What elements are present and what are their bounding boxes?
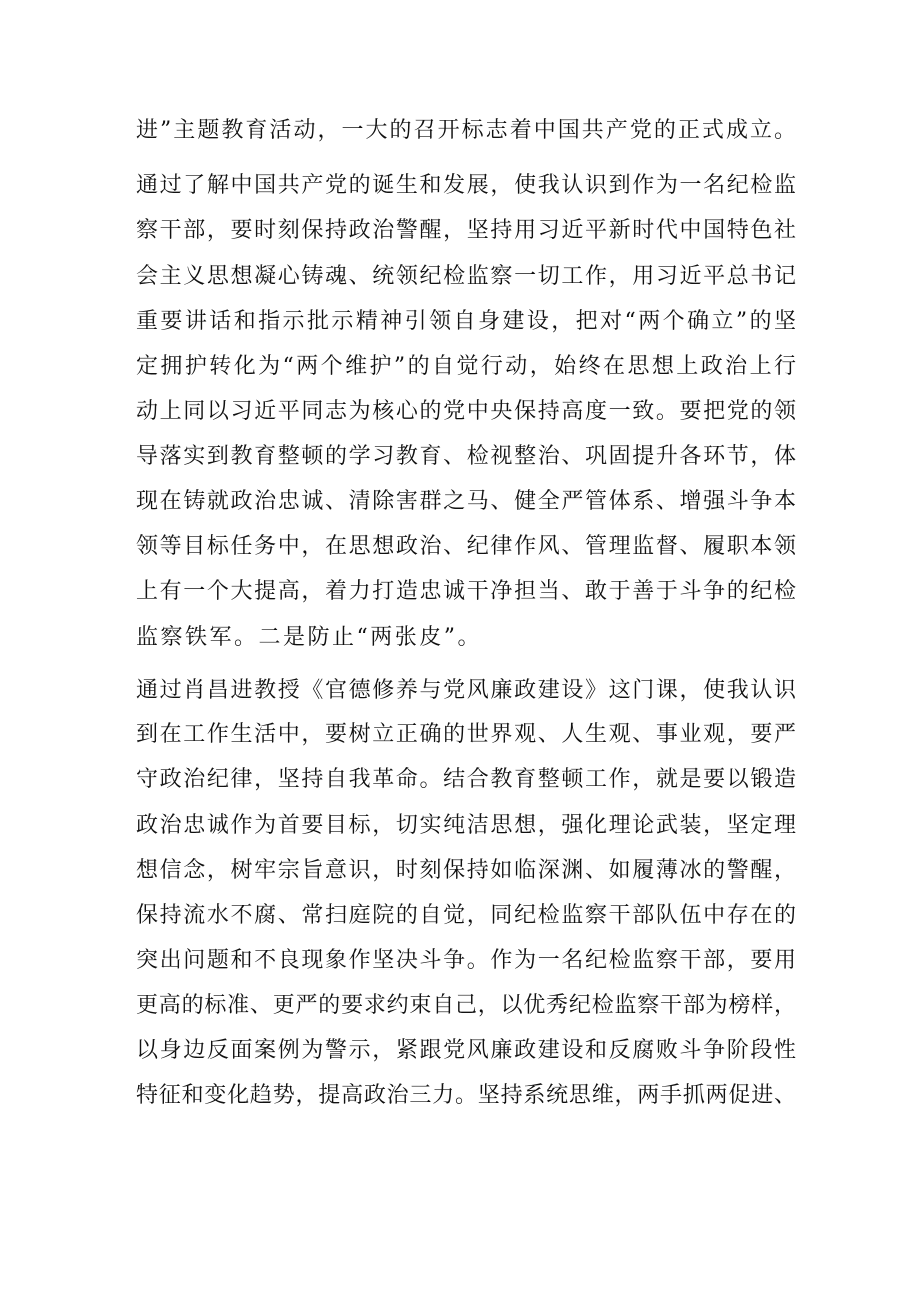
text-line-5: 重要讲话和指示批示精神引领自身建设，把对“两个确立”的坚 <box>136 309 796 334</box>
text-line-16: 政治忠诚作为首要目标，切实纯洁思想，强化理论武装，坚定理 <box>136 813 796 838</box>
text-line-14: 到在工作生活中，要树立正确的世界观、人生观、事业观，要严 <box>136 722 796 747</box>
text-line-17: 想信念，树牢宗旨意识，时刻保持如临深渊、如履薄冰的警醒， <box>136 858 796 883</box>
text-line-18: 保持流水不腐、常扫庭院的自觉，同纪检监察干部队伍中存在的 <box>136 903 796 928</box>
text-line-8: 导落实到教育整顿的学习教育、检视整治、巩固提升各环节，体 <box>136 444 796 469</box>
text-line-3: 察干部，要时刻保持政治警醒，坚持用习近平新时代中国特色社 <box>136 218 796 243</box>
text-line-19: 突出问题和不良现象作坚决斗争。作为一名纪检监察干部，要用 <box>136 948 796 973</box>
text-line-11: 上有一个大提高，着力打造忠诚干净担当、敢于善于斗争的纪检 <box>136 579 796 604</box>
text-line-9: 现在铸就政治忠诚、清除害群之马、健全严管体系、增强斗争本 <box>136 489 796 514</box>
text-line-21: 以身边反面案例为警示，紧跟党风廉政建设和反腐败斗争阶段性 <box>136 1038 796 1063</box>
text-line-12: 监察铁军。二是防止“两张皮”。 <box>136 625 482 650</box>
text-line-10: 领等目标任务中，在思想政治、纪律作风、管理监督、履职本领 <box>136 534 796 559</box>
text-line-15: 守政治纪律，坚持自我革命。结合教育整顿工作，就是要以锻造 <box>136 767 796 792</box>
text-line-22: 特征和变化趋势，提高政治三力。坚持系统思维，两手抓两促进、 <box>136 1083 796 1108</box>
text-line-2: 通过了解中国共产党的诞生和发展，使我认识到作为一名纪检监 <box>136 173 796 198</box>
text-line-4: 会主义思想凝心铸魂、统领纪检监察一切工作，用习近平总书记 <box>136 264 796 289</box>
text-line-1: 进”主题教育活动，一大的召开标志着中国共产党的正式成立。 <box>136 118 796 143</box>
text-line-7: 动上同以习近平同志为核心的党中央保持高度一致。要把党的领 <box>136 399 796 424</box>
text-line-13: 通过肖昌进教授《官德修养与党风廉政建设》这门课，使我认识 <box>136 678 796 703</box>
text-line-6: 定拥护转化为“两个维护”的自觉行动，始终在思想上政治上行 <box>136 354 796 379</box>
text-line-20: 更高的标准、更严的要求约束自己，以优秀纪检监察干部为榜样， <box>136 993 796 1018</box>
